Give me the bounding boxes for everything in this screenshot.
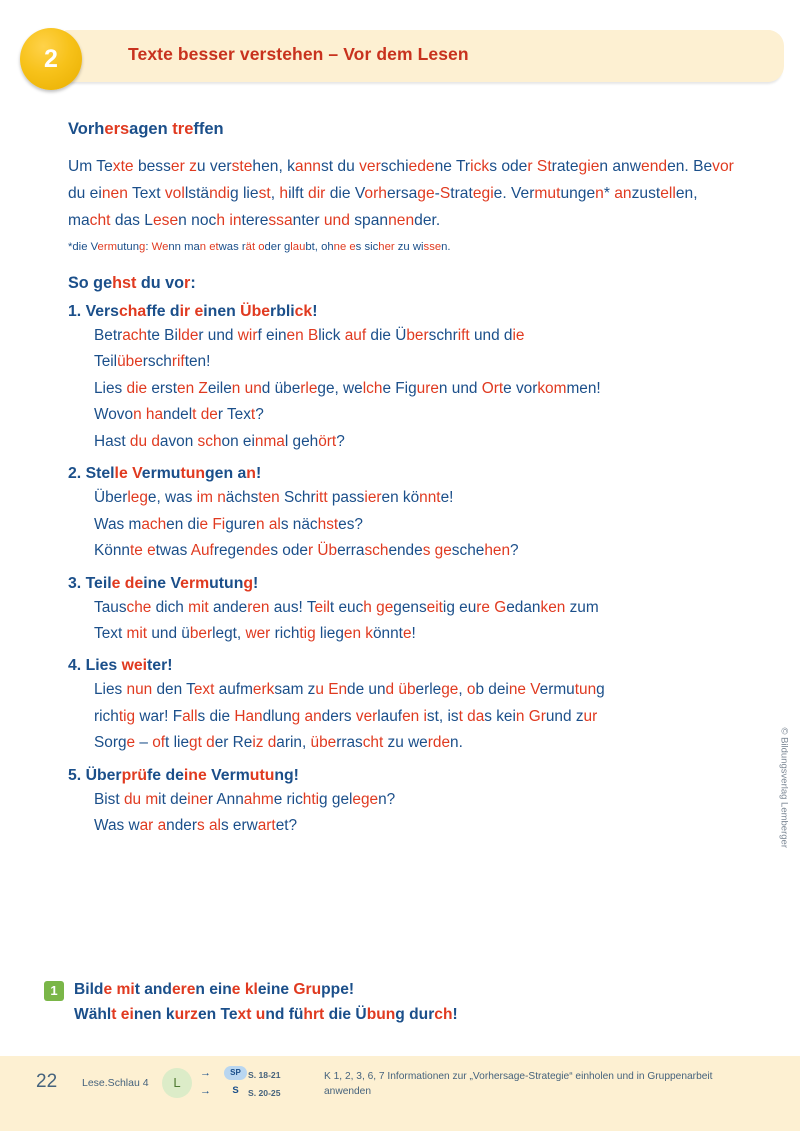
reference-chip: S bbox=[232, 1085, 239, 1096]
step-title: 3. Teile deine Vermutung! bbox=[68, 574, 259, 592]
step-line: Hast du davon schon einmal gehört? bbox=[94, 432, 345, 450]
step-lines bbox=[94, 485, 748, 564]
page-title: Texte besser verstehen – Vor dem Lesen bbox=[128, 44, 469, 64]
copyright-notice: © Bildungsverlag Lemberger bbox=[779, 727, 790, 848]
task-text bbox=[74, 978, 744, 1028]
step-line: Überlege, was im nächsten Schritt passieren könnte! bbox=[94, 489, 454, 507]
step-item bbox=[68, 575, 748, 648]
reference-label: S. 20-25 bbox=[248, 1088, 281, 1098]
step-lines bbox=[94, 677, 748, 756]
task-number-badge: 1 bbox=[44, 981, 64, 1001]
chapter-number: 2 bbox=[44, 45, 58, 73]
reference-list bbox=[200, 1064, 310, 1100]
step-line: Lies die ersten Zeilen und überlege, welche Figuren und Orte vorkommen! bbox=[94, 379, 601, 397]
footer-description: K 1, 2, 3, 6, 7 Informationen zur „Vorhersage-Strategie“ einholen und in Gruppenarbeit anwenden bbox=[324, 1071, 713, 1097]
step-title: 4. Lies weiter! bbox=[68, 657, 173, 675]
step-line: Betrachte Bilder und wirf einen Blick auf die Überschrift und die bbox=[94, 326, 525, 344]
step-line: richtig war! Falls die Handlung anders verlaufen ist, ist das kein Grund zur bbox=[94, 707, 598, 725]
step-line: Was war anders als erwartet? bbox=[94, 817, 298, 835]
step-title: 1. Verschaffe dir einen Überblick! bbox=[68, 302, 318, 320]
step-item bbox=[68, 465, 748, 564]
step-item bbox=[68, 657, 748, 756]
arrow-right-icon: → bbox=[200, 1067, 211, 1079]
section-heading: So gehst du vor: bbox=[68, 273, 196, 292]
step-line: Text mit und überlegt, wer richtig liegen könnte! bbox=[94, 625, 416, 642]
reference-row bbox=[200, 1064, 310, 1082]
step-title: 2. Stelle Vermutungen an! bbox=[68, 465, 262, 483]
step-line: Bist du mit deiner Annahme richtig gelegen? bbox=[94, 790, 396, 808]
step-line: Was machen die Figuren als nächstes? bbox=[94, 515, 363, 533]
reference-chip: SP bbox=[224, 1066, 247, 1080]
page-header bbox=[0, 28, 800, 90]
step-title: 5. Überprüfe deine Vermutung! bbox=[68, 766, 299, 784]
step-line: Sorge – oft liegt der Reiz darin, überrascht zu werden. bbox=[94, 734, 463, 752]
level-badge: L bbox=[162, 1068, 192, 1098]
step-item bbox=[68, 303, 748, 455]
reference-label: S. 18-21 bbox=[248, 1070, 281, 1080]
step-line: Tausche dich mit anderen aus! Teilt euch gegenseitig eure Gedanken zum bbox=[94, 598, 599, 616]
step-line: Wovon handelt der Text? bbox=[94, 406, 264, 424]
task-line: Bilde mit anderen eine kleine Gruppe! bbox=[74, 981, 355, 998]
footnote: *die Vermutung: Wenn man etwas rät oder glaubt, ohne es sicher zu wissen. bbox=[68, 240, 451, 253]
arrow-right-icon: → bbox=[200, 1085, 211, 1097]
main-content bbox=[68, 118, 748, 842]
book-title: Lese.Schlau 4 bbox=[82, 1077, 149, 1089]
step-line: Teilüberschriften! bbox=[94, 353, 211, 371]
page-footer bbox=[0, 1056, 800, 1131]
step-item bbox=[68, 767, 748, 840]
reference-row bbox=[200, 1082, 310, 1100]
step-lines bbox=[94, 595, 748, 648]
step-lines bbox=[94, 787, 748, 840]
page-number: 22 bbox=[36, 1071, 58, 1092]
lead-title: Vorhersagen treffen bbox=[68, 120, 224, 138]
step-lines bbox=[94, 323, 748, 455]
step-line: Lies nun den Text aufmerksam zu Ende und überlege, ob deine Vermutung bbox=[94, 681, 605, 699]
chapter-badge bbox=[20, 28, 82, 90]
intro-paragraph: Um Texte besser zu verstehen, kannst du verschiedene Tricks oder Strategien anwenden. Bevor du einen Text vollständig liest, hilft dir die Vorhersage-Strategie. Vermutungen* anzustellen, macht das Lesen noch interessanter und spannender. bbox=[68, 158, 734, 229]
task-line: Wählt einen kurzen Text und führt die Übung durch! bbox=[74, 1005, 458, 1023]
step-line: Könnte etwas Aufregendes oder Überraschendes geschehen? bbox=[94, 542, 519, 560]
task-block bbox=[44, 978, 744, 1028]
